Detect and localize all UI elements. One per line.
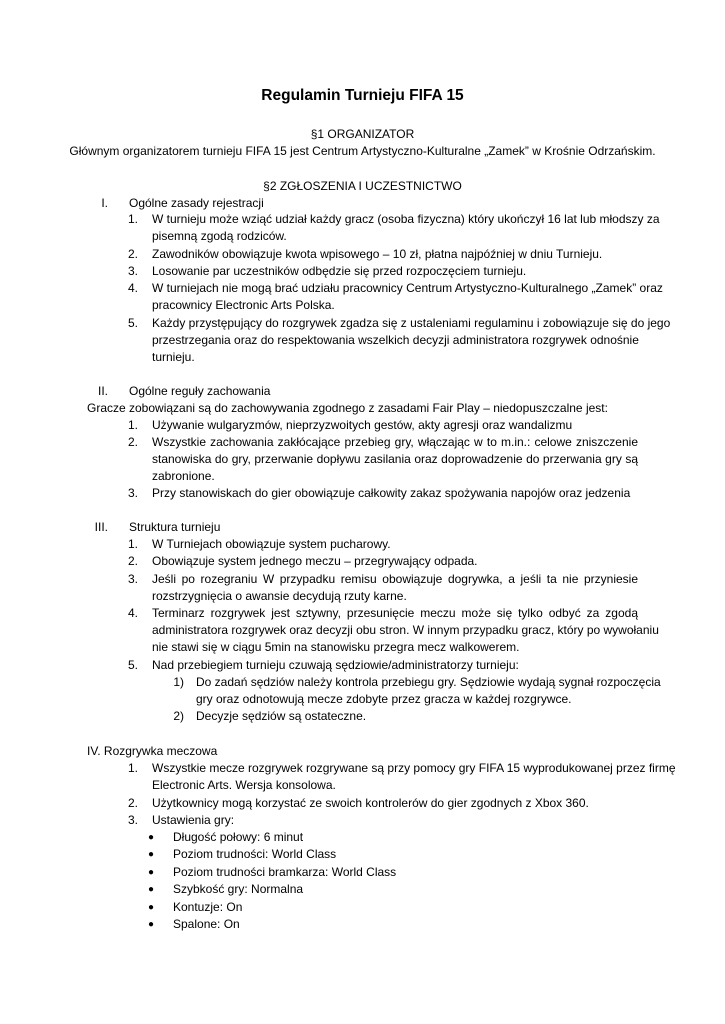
list-item: Używanie wulgaryzmów, nieprzyzwoitych gestów, akty agresji oraz wandalizmu [152,418,573,432]
list-number: 4. [127,281,138,295]
list-item-continuation: nie stawi się w ciągu 5min na stanowisku przegra mecz walkowerem. [152,640,520,654]
list-item-continuation: przestrzegania oraz do respektowania wszelkich decyzji administratora rozgrywek odnośnie [152,333,639,347]
settings-item: Spalone: On [173,917,240,931]
list-number: 5. [127,316,138,330]
list-number: 3. [127,572,138,586]
sublist-number: 1) [173,675,184,689]
list-item-continuation: Electronic Arts. Wersja konsolowa. [152,778,336,792]
list-number: 3. [127,486,138,500]
part-4-heading: IV. Rozgrywka meczowa [87,744,218,758]
bullet-icon: ● [148,884,155,895]
list-number: 1. [127,537,138,551]
section-1-heading: §1 ORGANIZATOR [310,127,415,141]
part-1-numeral: I. [101,196,108,210]
list-item: Użytkownicy mogą korzystać ze swoich kontrolerów do gier zgodnych z Xbox 360. [152,796,589,810]
list-item: Nad przebiegiem turnieju czuwają sędziowie/administratorzy turnieju: [152,658,519,672]
list-item-continuation: zabronione. [152,469,215,483]
list-number: 2. [127,435,138,449]
list-number: 1. [127,761,138,775]
part-3-numeral: III. [94,520,108,534]
part-1-heading: Ogólne zasady rejestracji [129,196,264,210]
list-number: 1. [127,212,138,226]
list-item-continuation: turnieju. [152,350,195,364]
list-item-continuation: pracownicy Electronic Arts Polska. [152,298,335,312]
list-item: Wszystkie mecze rozgrywek rozgrywane są przy pomocy gry FIFA 15 wyprodukowanej przez firmę [152,761,676,775]
list-item: Jeśli po rozegraniu W przypadku remisu obowiązuje dogrywka, a jeśli ta nie przyniesie [152,572,638,586]
settings-item: Szybkość gry: Normalna [173,882,304,896]
list-item: W turnieju może wziąć udział każdy gracz (osoba fizyczna) który ukończył 16 lat lub młodszy za [152,212,660,226]
part-3-heading: Struktura turnieju [129,520,221,534]
bullet-icon: ● [148,919,155,930]
bullet-icon: ● [148,867,155,878]
list-item: W Turniejach obowiązuje system pucharowy. [152,537,391,551]
sublist-item: Decyzje sędziów są ostateczne. [196,709,367,723]
list-item: Obowiązuje system jednego meczu – przegrywający odpada. [152,554,478,568]
list-number: 2. [127,247,138,261]
list-item-continuation: pisemną zgodą rodziców. [152,229,287,243]
list-item-continuation: rozstrzygnięcia o awansie decydują rzuty karne. [152,589,407,603]
list-number: 3. [127,264,138,278]
list-number: 2. [127,554,138,568]
list-item: Losowanie par uczestników odbędzie się przed rozpoczęciem turnieju. [152,264,527,278]
settings-item: Kontuzje: On [173,900,243,914]
bullet-icon: ● [148,832,155,843]
list-item: Zawodników obowiązuje kwota wpisowego – 10 zł, płatna najpóźniej w dniu Turnieju. [152,247,603,261]
list-number: 2. [127,796,138,810]
bullet-icon: ● [148,902,155,913]
list-item-continuation: stanowiska do gry, przerwanie dopływu zasilania oraz doprowadzenie do przerwania gry są [152,452,638,466]
list-item-continuation: administratora rozgrywek oraz decyzji obu stron. W innym przypadku gracz, który po wywołaniu [152,623,659,637]
settings-item: Długość połowy: 6 minut [173,830,304,844]
settings-item: Poziom trudności: World Class [173,847,337,861]
list-number: 5. [127,658,138,672]
list-item: W turniejach nie mogą brać udziału pracownicy Centrum Artystyczno-Kulturalnego „Zamek” oraz [152,281,663,295]
list-number: 4. [127,606,138,620]
sublist-item-continuation: gry oraz odnotowują mecze zdobyte przez gracza w każdej rozgrywce. [196,692,572,706]
settings-item: Poziom trudności bramkarza: World Class [173,865,397,879]
list-item: Terminarz rozgrywek jest sztywny, przesunięcie meczu może się tylko odbyć za zgodą [152,606,638,620]
sublist-item: Do zadań sędziów należy kontrola przebiegu gry. Sędziowie wydają sygnał rozpoczęcia [196,675,661,689]
section-1-text: Głównym organizatorem turnieju FIFA 15 jest Centrum Artystyczno-Kulturalne „Zamek” w Krośnie Odrzańskim. [69,144,656,158]
list-number: 3. [127,813,138,827]
sublist-number: 2) [173,709,184,723]
part-2-intro: Gracze zobowiązani są do zachowywania zgodnego z zasadami Fair Play – niedopuszczalne jest: [87,401,608,415]
bullet-icon: ● [148,849,155,860]
list-item: Wszystkie zachowania zakłócające przebieg gry, włączając w to m.in.: celowe zniszczenie [152,435,638,449]
list-item: Każdy przystępujący do rozgrywek zgadza się z ustaleniami regulaminu i zobowiązuje się do jego [152,316,671,330]
part-2-numeral: II. [97,384,108,398]
section-2-heading: §2 ZGŁOSZENIA I UCZESTNICTWO [263,179,462,193]
list-item: Ustawienia gry: [152,813,235,827]
list-item: Przy stanowiskach do gier obowiązuje całkowity zakaz spożywania napojów oraz jedzenia [152,486,631,500]
part-2-heading: Ogólne reguły zachowania [129,384,271,398]
document-title: Regulamin Turnieju FIFA 15 [261,87,464,104]
list-number: 1. [127,418,138,432]
